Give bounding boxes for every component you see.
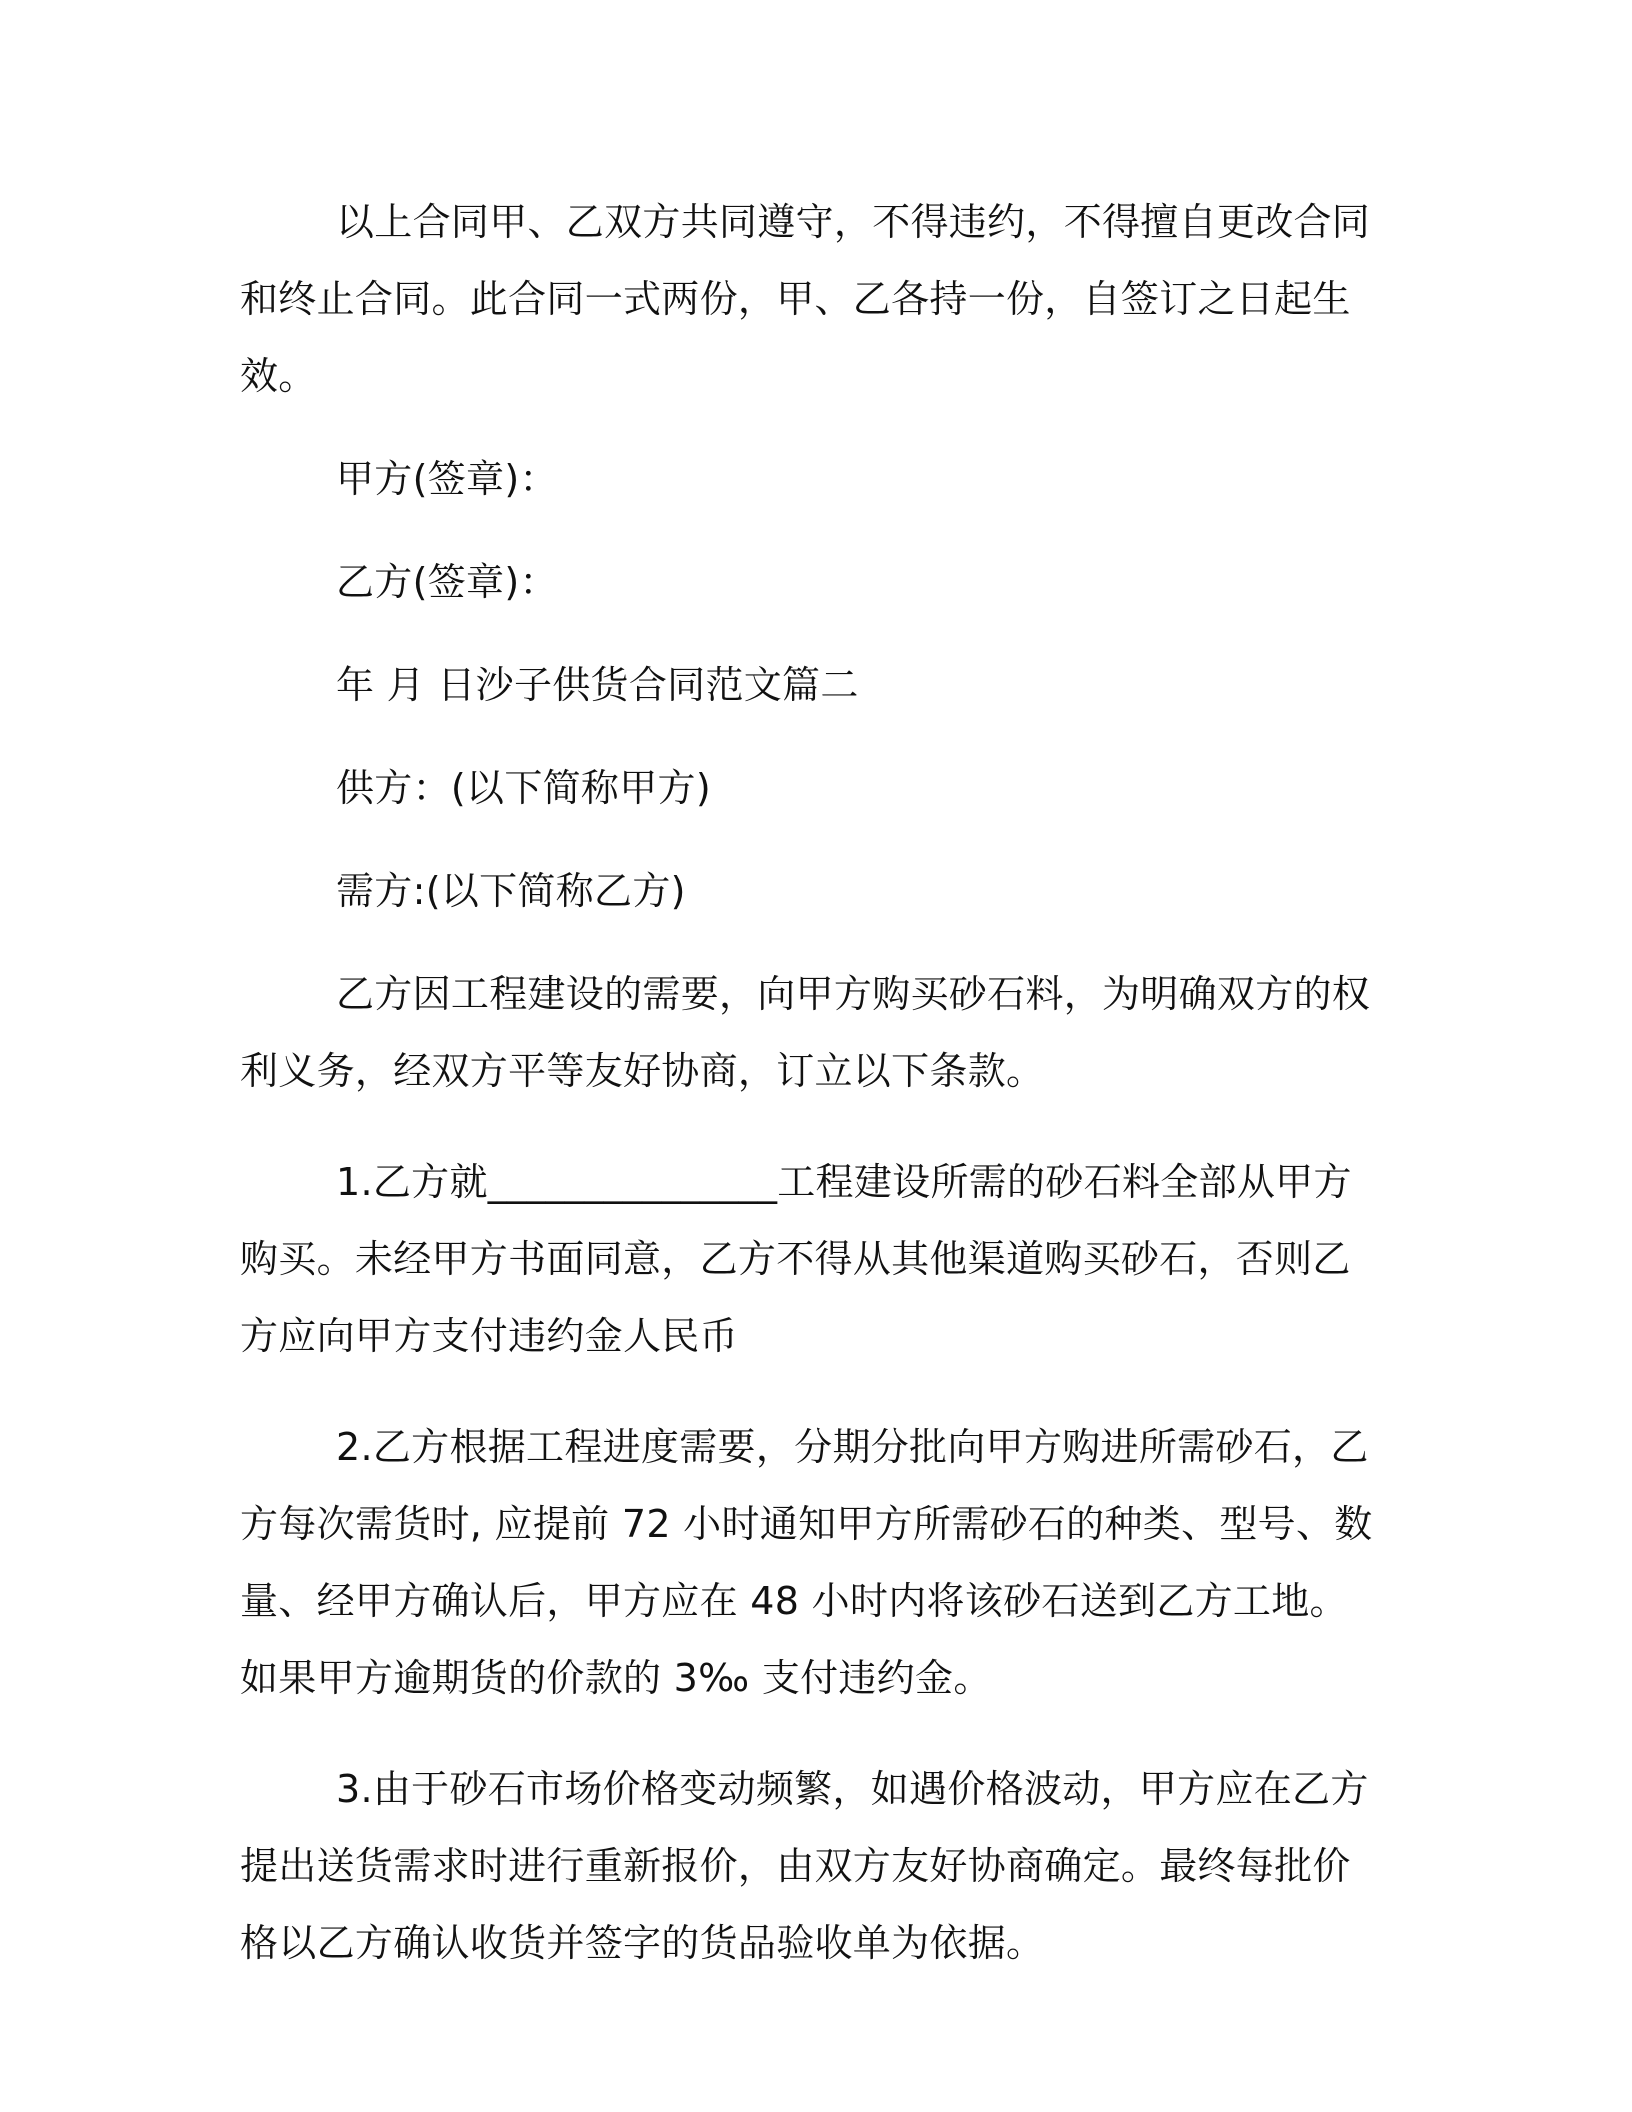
signature-party-b: 乙方(签章)： xyxy=(336,560,558,604)
clause-3: 3.由于砂石市场价格变动频繁，如遇价格波动，甲方应在乙方提出送货需求时进行重新报价，由双方友好协商确定。最终每批价格以乙方确认收货并签字的货品验收单为依据。 xyxy=(240,1767,1369,1965)
supplier-line: 供方：(以下简称甲方) xyxy=(336,766,711,810)
clause-2: 2.乙方根据工程进度需要，分期分批向甲方购进所需砂石，乙方每次需货时, 应提前 72 小时通知甲方所需砂石的种类、型号、数量、经甲方确认后，甲方应在 48 小时内将该砂石送到乙方工地。如果甲方逾期货的价款的 3‰ 支付违约金。 xyxy=(240,1425,1373,1700)
paragraph-contract-effect: 以上合同甲、乙双方共同遵守，不得违约，不得擅自更改合同和终止合同。此合同一式两份，甲、乙各持一份，自签订之日起生效。 xyxy=(240,200,1371,398)
clause-1: 1.乙方就_______________工程建设所需的砂石料全部从甲方购买。未经甲方书面同意，乙方不得从其他渠道购买砂石，否则乙方应向甲方支付违约金人民币 xyxy=(240,1160,1352,1358)
document-body xyxy=(240,184,1380,1982)
buyer-line: 需方:(以下简称乙方) xyxy=(336,869,686,913)
paragraph-purpose: 乙方因工程建设的需要，向甲方购买砂石料，为明确双方的权利义务，经双方平等友好协商，订立以下条款。 xyxy=(240,972,1371,1093)
date-and-heading: 年 月 日沙子供货合同范文篇二 xyxy=(336,663,859,707)
signature-party-a: 甲方(签章)： xyxy=(336,457,558,501)
